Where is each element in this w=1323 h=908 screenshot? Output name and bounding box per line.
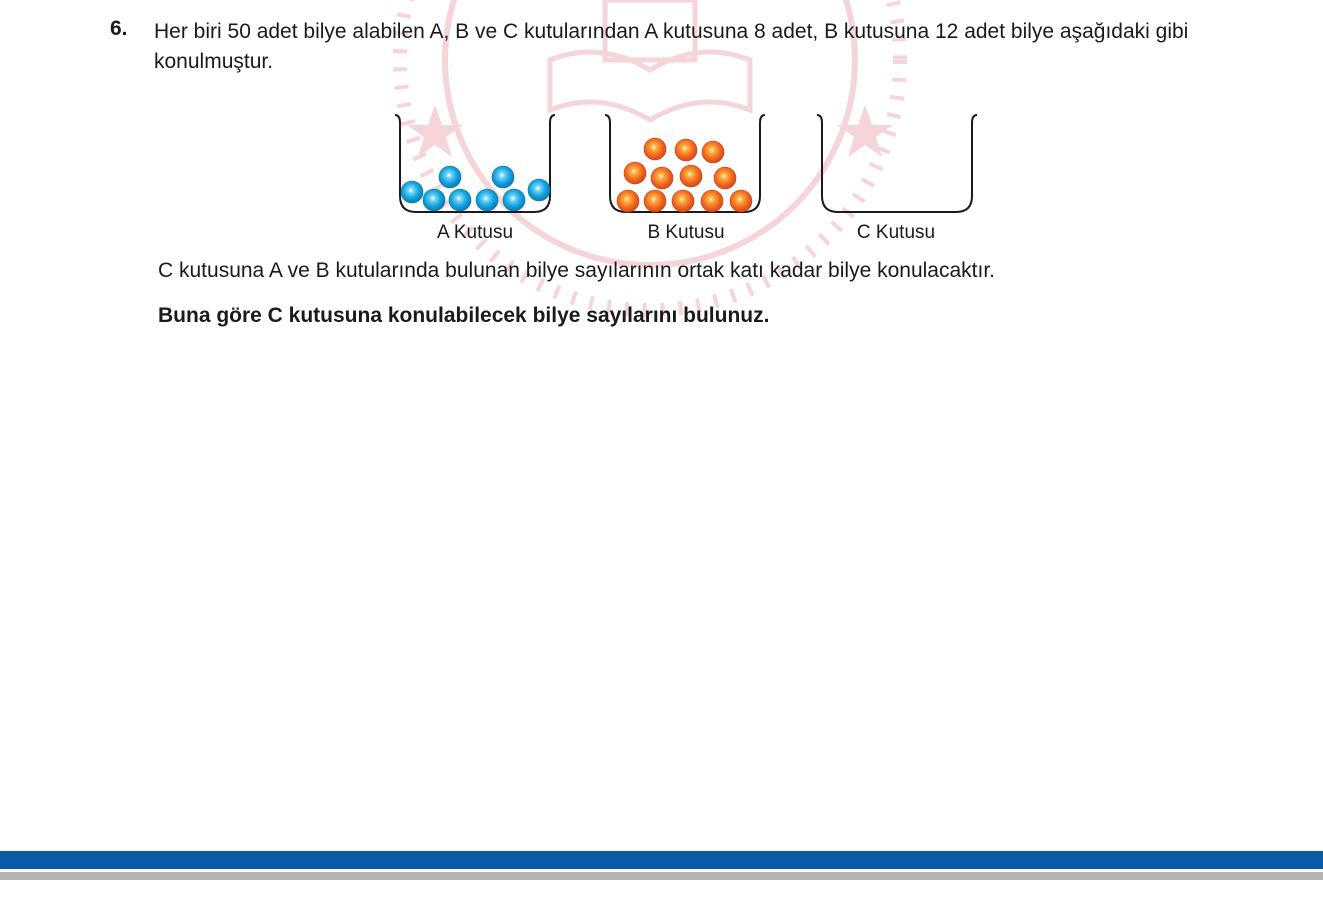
marble: [476, 189, 498, 211]
marble: [680, 165, 702, 187]
marble: [675, 139, 697, 161]
box-b-label: B Kutusu: [647, 222, 725, 243]
marble: [617, 190, 639, 212]
box-c-label: C Kutusu: [856, 222, 936, 243]
marble: [449, 189, 471, 211]
marble: [651, 167, 673, 189]
question-prompt: Buna göre C kutusuna konulabilecek bilye sayılarını bulunuz.: [158, 304, 770, 327]
marble: [701, 190, 723, 212]
marble: [730, 190, 752, 212]
box-a-label: A Kutusu: [436, 222, 514, 243]
marble: [624, 162, 646, 184]
footer-grey-bar: [0, 872, 1323, 880]
question-number: 6.: [110, 17, 128, 40]
footer-blue-bar: [0, 851, 1323, 869]
box-c-outline: [817, 115, 977, 212]
question-text: Her biri 50 adet bilye alabilen A, B ve C kutularından A kutusuna 8 adet, B kutusuna 12 adet bilye aşağıdaki gibi konulmuştur.: [154, 20, 1189, 73]
boxes-figure: [380, 100, 1000, 260]
boxes-illustration: [380, 100, 1000, 220]
question-statement: C kutusuna A ve B kutularında bulunan bilye sayılarının ortak katı kadar bilye konulacaktır.: [158, 259, 995, 282]
marble: [401, 181, 423, 203]
marble: [528, 179, 550, 201]
marble: [672, 190, 694, 212]
marble: [503, 189, 525, 211]
marble: [644, 138, 666, 160]
marble: [439, 166, 461, 188]
marble: [714, 167, 736, 189]
marble: [423, 189, 445, 211]
marble: [702, 141, 724, 163]
marble: [644, 190, 666, 212]
marble: [492, 166, 514, 188]
